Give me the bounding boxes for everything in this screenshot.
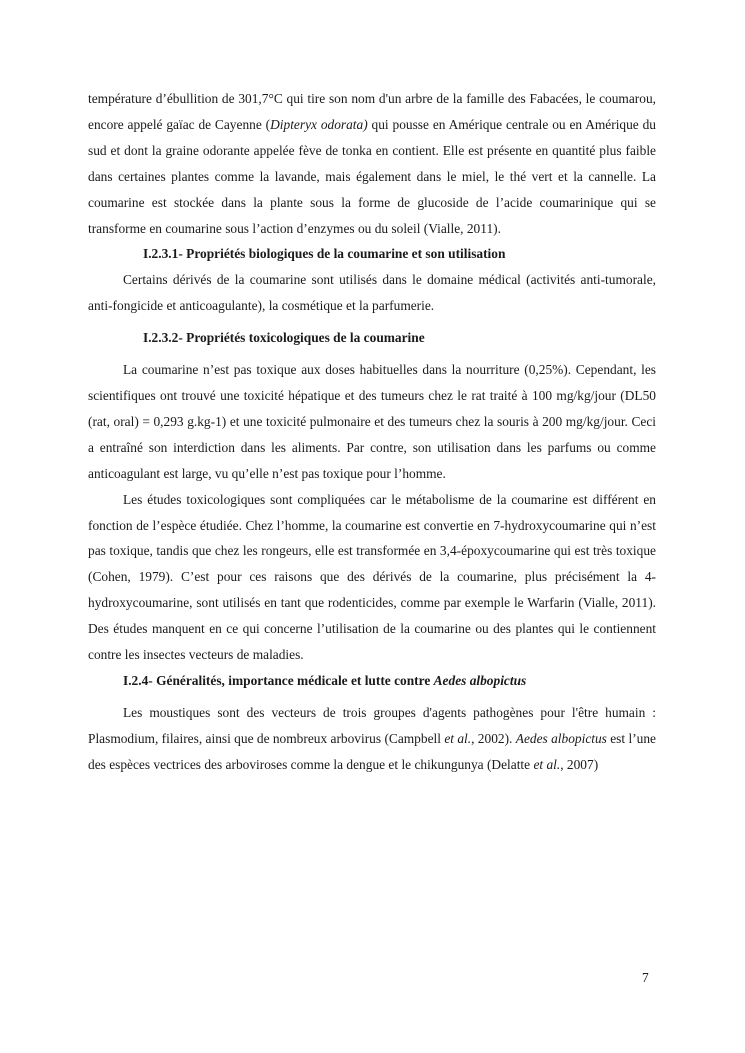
section-heading-1-2-3-1: I.2.3.1- Propriétés biologiques de la coumarine et son utilisation (143, 246, 506, 262)
paragraph-coumarin-origin: température d’ébullition de 301,7°C qui tire son nom d'un arbre de la famille des Fabacées, le coumarou, encore appelé gaïac de Cayenne (Dipteryx odorata) qui pousse en Amérique centrale ou en Amérique du sud et dont la graine odorante appelée fève de tonka en contient. Elle est présente en quantité plus faible dans certaines plantes comme la lavande, mais également dans le miel, le thé vert et la cannelle. La coumarine est stockée dans la plante sous la forme de glucoside de l’acide coumarinique qui se transforme en coumarine sous l’action d’enzymes ou du soleil (Vialle, 2011). (88, 91, 656, 236)
section-heading-1-2-3-2: I.2.3.2- Propriétés toxicologiques de la coumarine (143, 330, 425, 346)
paragraph-toxicology-studies: Les études toxicologiques sont compliquées car le métabolisme de la coumarine est différent en fonction de l’espèce étudiée. Chez l’homme, la coumarine est convertie en 7-hydroxycoumarine qui n’est pas toxique, tandis que chez les rongeurs, elle est transformée en 3,4-époxycoumarine qui est très toxique (Cohen, 1979). C’est pour ces raisons que des dérivés de la coumarine, plus précisément la 4-hydroxycoumarine, sont utilisés en tant que rodenticides, comme par exemple le Warfarin (Vialle, 2011). Des études manquent en ce qui concerne l’utilisation de la coumarine ou des plantes qui le contiennent contre les insectes vecteurs de maladies. (88, 491, 656, 663)
paragraph-toxicology: La coumarine n’est pas toxique aux doses habituelles dans la nourriture (0,25%). Cependant, les scientifiques ont trouvé une toxicité hépatique et des tumeurs chez le rat traité à 100 mg/kg/jour (DL50 (rat, oral) = 0,293 g.kg-1) et une toxicité pulmonaire et des tumeurs chez la souris à 200 mg/kg/jour. Ceci a entraîné son interdiction dans les aliments. Par contre, son utilisation dans les parfums ou comme anticoagulant est large, vu qu’elle n’est pas toxique pour l’homme. (88, 362, 656, 481)
species-name: Dipteryx odorata) (270, 116, 368, 132)
paragraph-biological-properties: Certains dérivés de la coumarine sont utilisés dans le domaine médical (activités anti-tumorale, anti-fongicide et anticoagulante), la cosmétique et la parfumerie. (88, 272, 656, 314)
section-heading-1-2-4: I.2.4- Généralités, importance médicale et lutte contre Aedes albopictus (123, 672, 527, 688)
page-number: 7 (642, 970, 649, 985)
document-body (88, 86, 656, 778)
paragraph-mosquitoes: Les moustiques sont des vecteurs de trois groupes d'agents pathogènes pour l'être humain : Plasmodium, filaires, ainsi que de nombreux arbovirus (Campbell et al., 2002). Aedes albopictus est l’une des espèces vectrices des arboviroses comme la dengue et le chikungunya (Delatte et al., 2007) (88, 704, 656, 772)
